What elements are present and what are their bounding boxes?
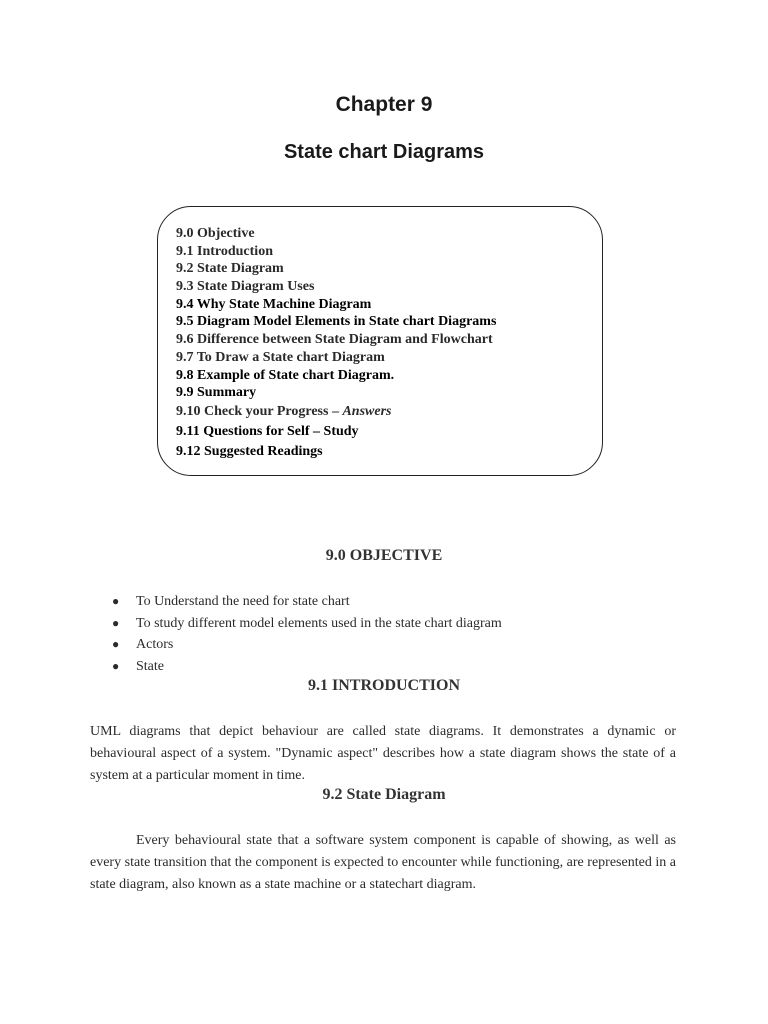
introduction-paragraph: UML diagrams that depict behaviour are called state diagrams. It demonstrates a dynamic or behavioural aspect of a system. "Dynamic aspect" describes how a state diagram shows the state of a system at a particular moment in time. — [90, 724, 676, 783]
toc-list — [176, 225, 496, 461]
toc-item: 9.8 Example of State chart Diagram. — [176, 367, 395, 383]
bullet-icon: ● — [112, 615, 120, 630]
objective-bullets — [112, 591, 502, 678]
chapter-title: State chart Diagrams — [283, 141, 485, 163]
bullet-item — [112, 591, 502, 613]
toc-item-label: 9.10 Check your Progress – — [176, 403, 343, 419]
toc-item: 9.3 State Diagram Uses — [176, 279, 315, 295]
bullet-item — [112, 634, 502, 656]
bullet-icon: ● — [112, 594, 120, 608]
toc-item: 9.7 To Draw a State chart Diagram — [176, 349, 385, 365]
toc-item: 9.0 Objective — [176, 226, 255, 241]
toc-item — [176, 402, 496, 423]
state-diagram-heading: 9.2 State Diagram — [322, 786, 446, 803]
bullet-icon: ● — [112, 637, 120, 652]
bullet-text: To Understand the need for state chart — [136, 594, 350, 609]
chapter-number-title: Chapter 9 — [335, 93, 433, 116]
toc-item: 9.4 Why State Machine Diagram — [176, 296, 372, 312]
bullet-item — [112, 613, 502, 635]
toc-item: 9.6 Difference between State Diagram and Flowchart — [176, 332, 493, 348]
toc-item: 9.5 Diagram Model Elements in State chart Diagrams — [176, 314, 497, 330]
toc-item: 9.11 Questions for Self – Study — [176, 424, 359, 440]
toc-item: 9.1 Introduction — [176, 243, 273, 259]
bullet-icon: ● — [112, 659, 120, 674]
bullet-text: State — [136, 659, 164, 675]
toc-item: 9.12 Suggested Readings — [176, 443, 323, 459]
toc-item-italic-suffix: Answers — [342, 403, 392, 419]
objective-heading: 9.0 OBJECTIVE — [325, 547, 443, 564]
bullet-item — [112, 656, 502, 678]
state-diagram-paragraph: Every behavioural state that a software system component is capable of showing, as well as every state transition that the component is expected to encounter while functioning, are represented in a state diagram, also known as a state machine or a statechart diagram. — [90, 833, 676, 892]
bullet-text: Actors — [136, 637, 174, 653]
toc-item: 9.2 State Diagram — [176, 261, 284, 277]
toc-item: 9.9 Summary — [176, 385, 257, 401]
bullet-text: To study different model elements used in the state chart diagram — [136, 615, 502, 631]
introduction-heading: 9.1 INTRODUCTION — [307, 677, 460, 694]
